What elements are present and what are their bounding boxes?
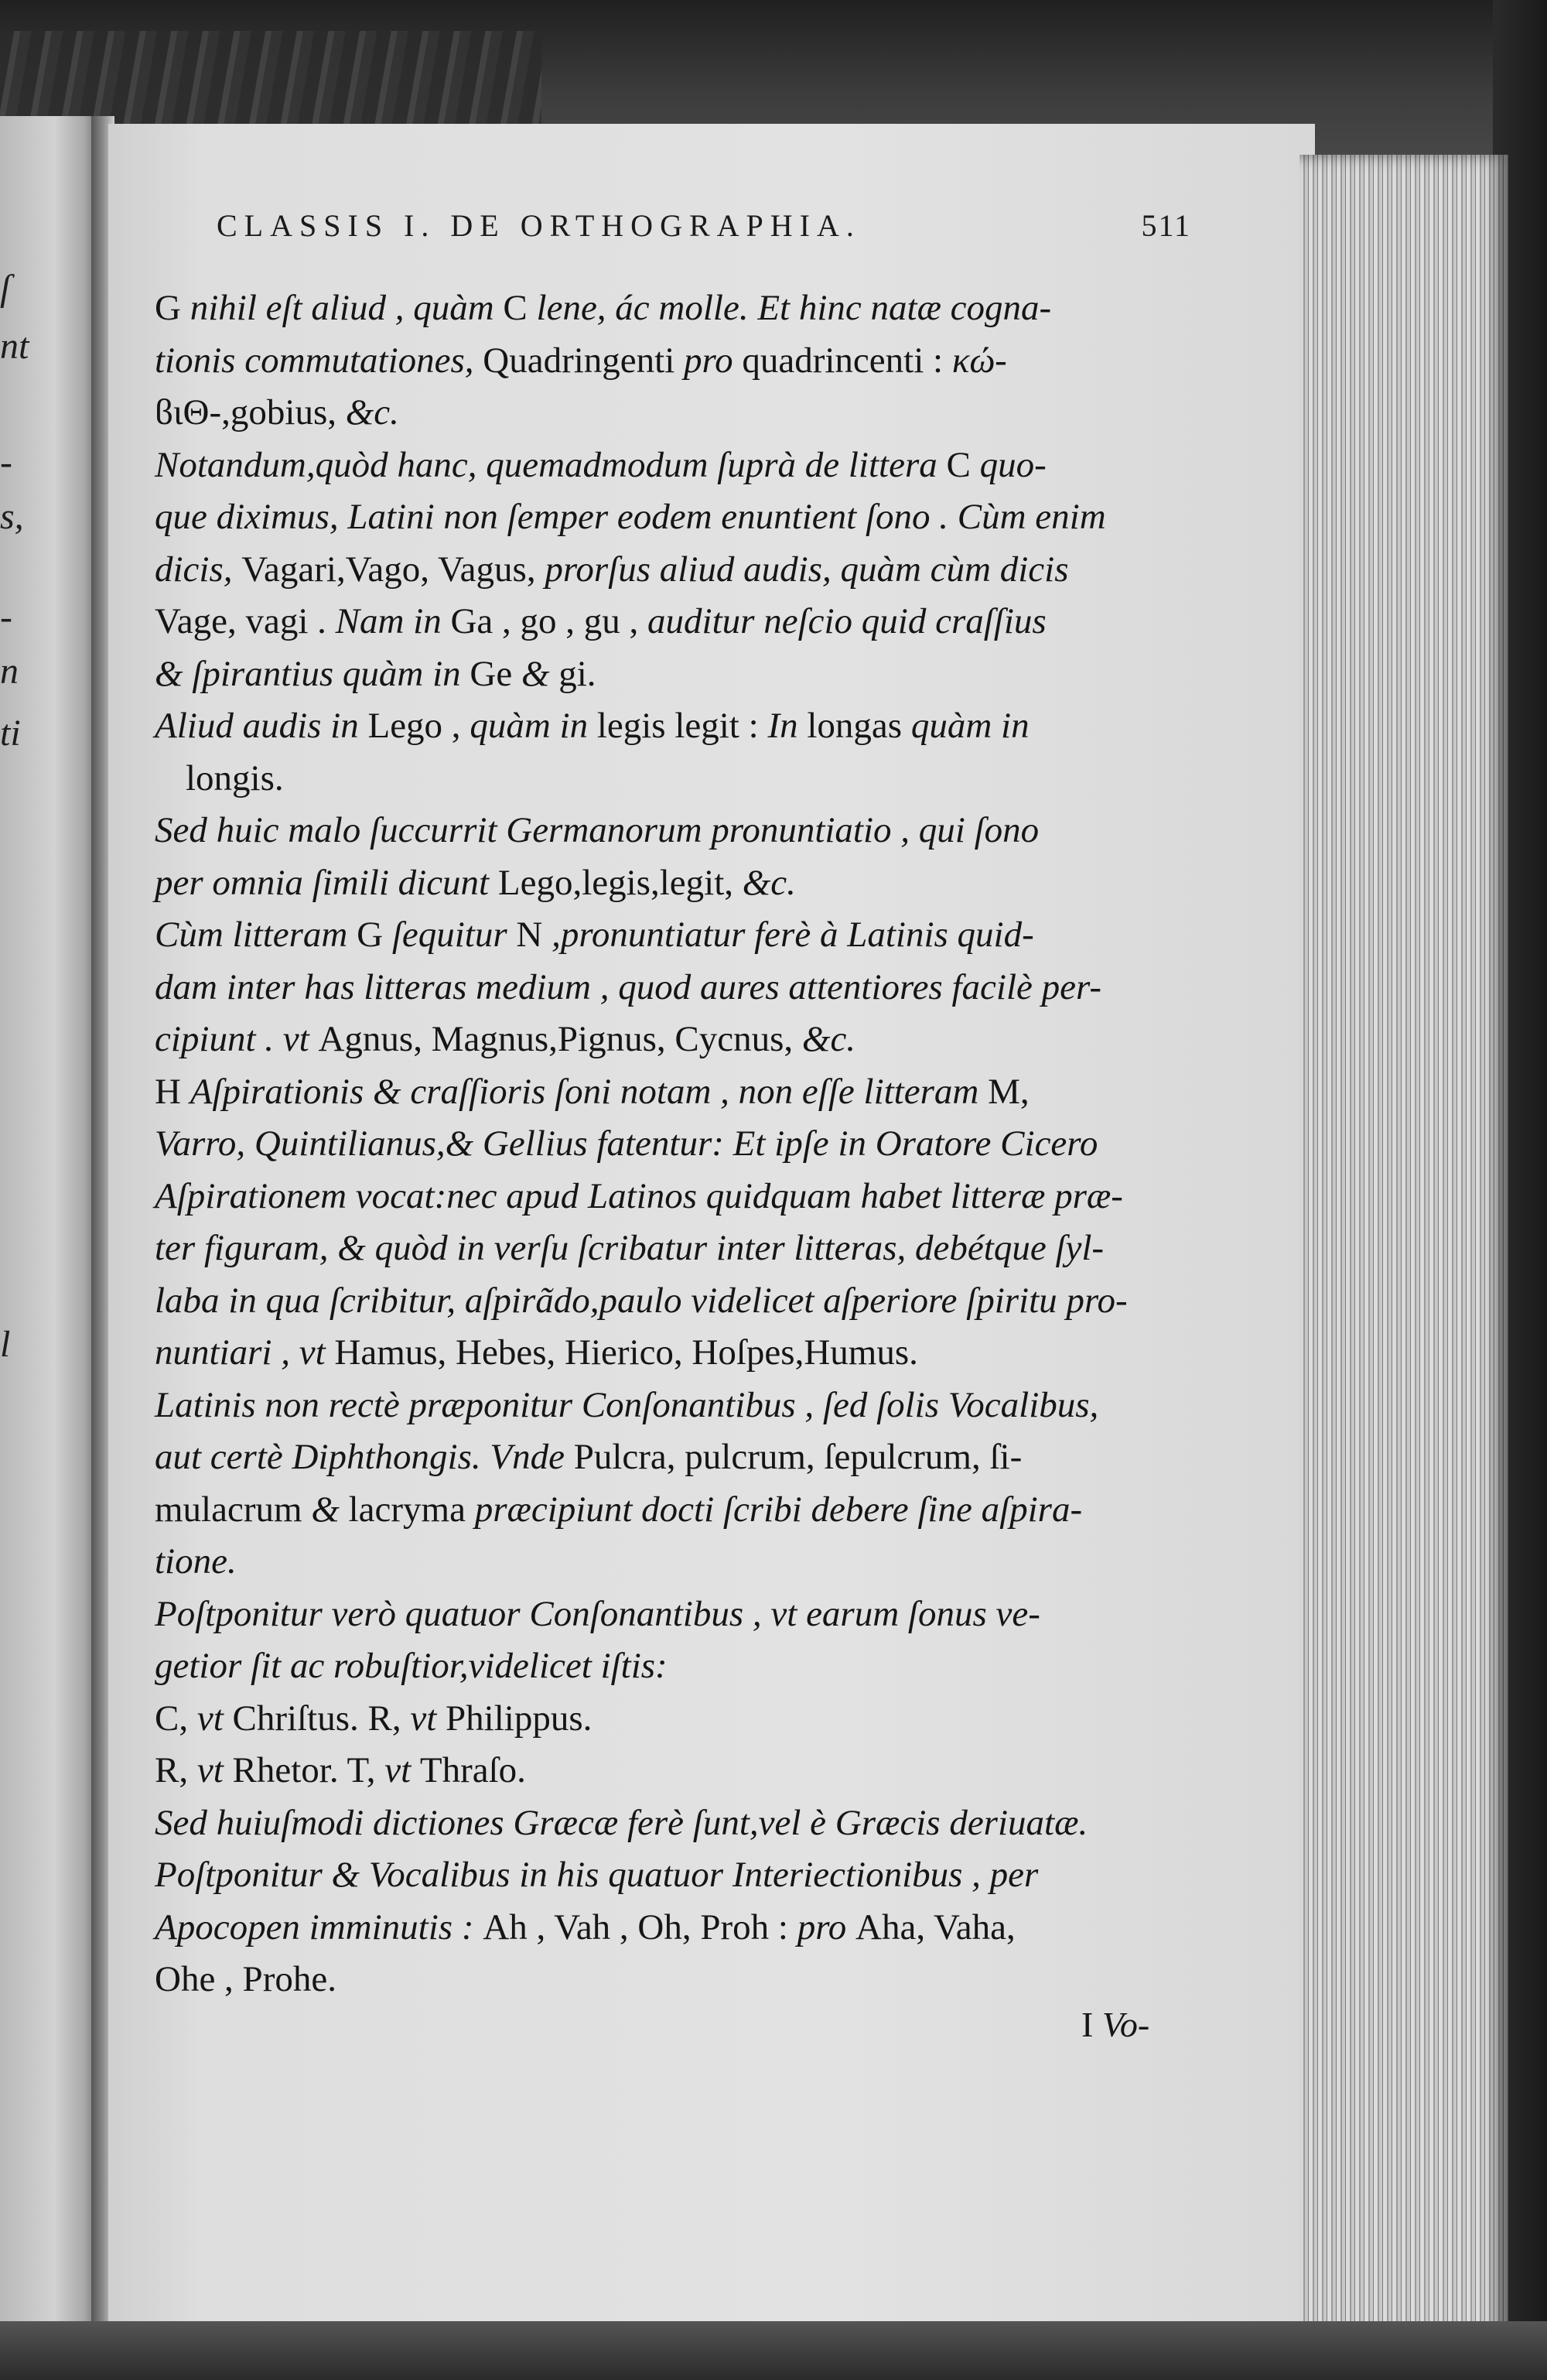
roman-text: G [357,915,392,955]
roman-text: R, [155,1750,197,1790]
text-line [155,1118,1098,1171]
text-line [155,1171,1123,1223]
italic-text: vt [410,1698,446,1739]
italic-text: Poſtponitur verò quatuor Conſonantibus , vt earum ſonus ve- [155,1593,1040,1634]
roman-text: quadrincenti : [742,340,952,381]
italic-text: quo- [979,444,1047,485]
italic-text: per omnia ſimili dicunt [155,862,498,903]
background-bottom [0,2321,1547,2380]
italic-text: Sed huiuſmodi dictiones Græcæ ferè ſunt,vel è Græcis deriuatæ. [155,1802,1088,1843]
roman-text: Hamus, Hebes, Hierico, Hoſpes,Humus. [334,1332,918,1373]
facing-page-fragment: ti [0,713,21,754]
roman-text: gi. [558,653,596,694]
italic-text: & [311,1489,349,1530]
text-line [155,282,1051,335]
italic-text: & [521,653,559,694]
italic-text: auditur neſcio quid craſſius [647,601,1047,641]
italic-text: Poſtponitur & Vocalibus in his quatuor Interiectionibus , per [155,1855,1039,1895]
roman-text: Quadringenti [483,340,685,381]
roman-text: Lego,legis,legit, [497,862,743,903]
italic-text: pro [797,1906,856,1947]
facing-page [0,116,99,2337]
italic-text: dam inter has litteras medium , quod aures attentiores facilè per- [155,966,1101,1007]
italic-text: tione. [155,1541,237,1582]
text-line [186,753,284,805]
roman-text: Vage, vagi . [155,601,336,641]
italic-text: nuntiari , vt [155,1332,335,1373]
roman-text: C [946,444,980,485]
roman-text: Philippus. [446,1698,593,1739]
roman-text: ϐιΘ-,gobius, [155,392,346,433]
page-number: 511 [1141,208,1191,243]
text-line [155,544,1069,597]
text-line [155,700,1030,753]
italic-text: lene, ác molle. Et hinc natæ cogna- [536,288,1052,328]
roman-text: Ah , Vah , Oh, Proh : [483,1906,797,1947]
text-line [155,439,1047,492]
roman-text: Vagari,Vago, Vagus, [241,549,545,590]
facing-page-fragment: n [0,651,19,692]
catchword [1081,2004,1149,2045]
roman-text: longis. [186,757,284,798]
text-line [155,1902,1016,1954]
italic-text: que diximus, Latini non ſemper eodem enuntient ſono . Cùm enim [155,497,1106,537]
roman-text: M, [988,1071,1030,1112]
catchword-part: I [1081,2005,1102,2044]
italic-text: Sed huic malo ſuccurrit Germanorum pronuntiatio , qui ſono [155,810,1040,850]
italic-text: ter figuram, & quòd in verſu ſcribatur inter litteras, debétque ſyl- [155,1228,1105,1268]
running-header [217,207,1191,254]
text-line [155,962,1101,1014]
italic-text: &c. [345,392,399,433]
roman-text: Ge [470,653,521,694]
italic-text: &c. [801,1019,856,1059]
italic-text: prorſus aliud audis, quàm cùm dicis [545,549,1069,590]
running-title: CLASSIS I. DE ORTHOGRAPHIA. [217,208,861,243]
text-line [155,1275,1128,1328]
text-line [155,1588,1040,1641]
roman-text: lacryma [348,1489,475,1530]
italic-text: quàm in [910,706,1030,746]
text-line [155,1484,1082,1537]
italic-text: Aſpirationis & craſſioris ſoni notam , non eſſe litteram [190,1071,989,1112]
roman-text: Aha, Vaha, [855,1906,1016,1947]
text-line [155,1066,1030,1119]
facing-page-fragment: ſ [0,268,11,309]
italic-text: aut certè Diphthongis. Vnde [155,1437,574,1477]
italic-text: getior ſit ac robuſtior,videlicet iſtis: [155,1646,668,1686]
roman-text: C, [155,1698,197,1739]
roman-text: H [155,1071,190,1112]
italic-text: & ſpirantius quàm in [155,653,470,694]
facing-page-fragment: - [0,597,12,638]
text-line [155,1745,526,1797]
italic-text: Varro, Quintilianus,& Gellius fatentur: Et ipſe in Oratore Cicero [155,1123,1098,1164]
roman-text: Agnus, Magnus,Pignus, Cycnus, [318,1019,802,1059]
italic-text: Cùm litteram [155,915,357,955]
facing-page-fragment: nt [0,326,29,367]
text-line [155,1640,668,1693]
text-line [155,387,399,439]
roman-text: Lego , [367,706,470,746]
italic-text: vt [196,1750,233,1790]
italic-text: vt [196,1698,233,1739]
text-line [155,1431,1022,1484]
italic-text: ſequitur [391,915,517,955]
text-line [155,1014,855,1066]
italic-text: ,pronuntiatur ferè à Latinis quid- [552,915,1034,955]
text-line [155,1954,336,2006]
italic-text: &c. [742,862,796,903]
italic-text: Nam in [335,601,451,641]
italic-text: laba in qua ſcribitur, aſpirãdo,paulo videlicet aſperiore ſpiritu pro- [155,1280,1128,1321]
text-line [155,648,596,701]
roman-text: N [516,915,552,955]
text-line [155,1849,1038,1902]
text-line [155,1380,1098,1432]
text-line [155,1693,592,1746]
roman-text: Chriſtus. R, [232,1698,411,1739]
text-line [155,1327,918,1380]
roman-text: mulacrum [155,1489,312,1530]
italic-text: præcipiunt docti ſcribi debere ſine aſpira- [474,1489,1083,1530]
catchword-part: Vo- [1101,2005,1150,2044]
facing-page-fragment: s, [0,496,24,537]
italic-text: Aſpirationem vocat:nec apud Latinos quidquam habet litteræ præ- [155,1175,1123,1216]
roman-text: G [155,288,190,328]
roman-text: legis legit : [596,706,768,746]
italic-text: vt [384,1750,420,1790]
italic-text: quàm in [470,706,597,746]
text-line [155,1536,237,1588]
italic-text: tionis commutationes, [155,340,483,381]
text-line [155,1222,1104,1275]
text-line [155,491,1106,544]
italic-text: In [767,706,808,746]
page-edges [1299,155,1508,2344]
roman-text: Ohe , Prohe. [155,1959,336,1999]
binding-edge [0,31,541,124]
italic-text: Apocopen imminutis : [155,1906,483,1947]
italic-text: Notandum,quòd hanc, quemadmodum ſuprà de littera [155,444,947,485]
italic-text: cipiunt . vt [155,1019,319,1059]
roman-text: C [503,288,537,328]
italic-text: nihil eſt aliud , quàm [190,288,504,328]
text-line [155,596,1047,648]
facing-page-fragment: l [0,1324,11,1365]
italic-text: κώ- [951,340,1007,381]
italic-text: Latinis non rectè præponitur Conſonantibus , ſed ſolis Vocalibus, [155,1384,1099,1425]
roman-text: Rhetor. T, [232,1750,385,1790]
italic-text: dicis, [155,549,242,590]
text-line [155,909,1034,962]
text-line [155,335,1007,388]
italic-text: Aliud audis in [155,706,368,746]
roman-text: Ga , go , gu , [450,601,648,641]
roman-text: Pulcra, pulcrum, ſepulcrum, ſi- [573,1437,1023,1477]
text-line [155,1797,1088,1850]
roman-text: Thraſo. [419,1750,526,1790]
italic-text: pro [684,340,743,381]
roman-text: longas [807,706,911,746]
facing-page-fragment: - [0,442,12,483]
text-line [155,857,796,910]
text-line [155,805,1039,857]
